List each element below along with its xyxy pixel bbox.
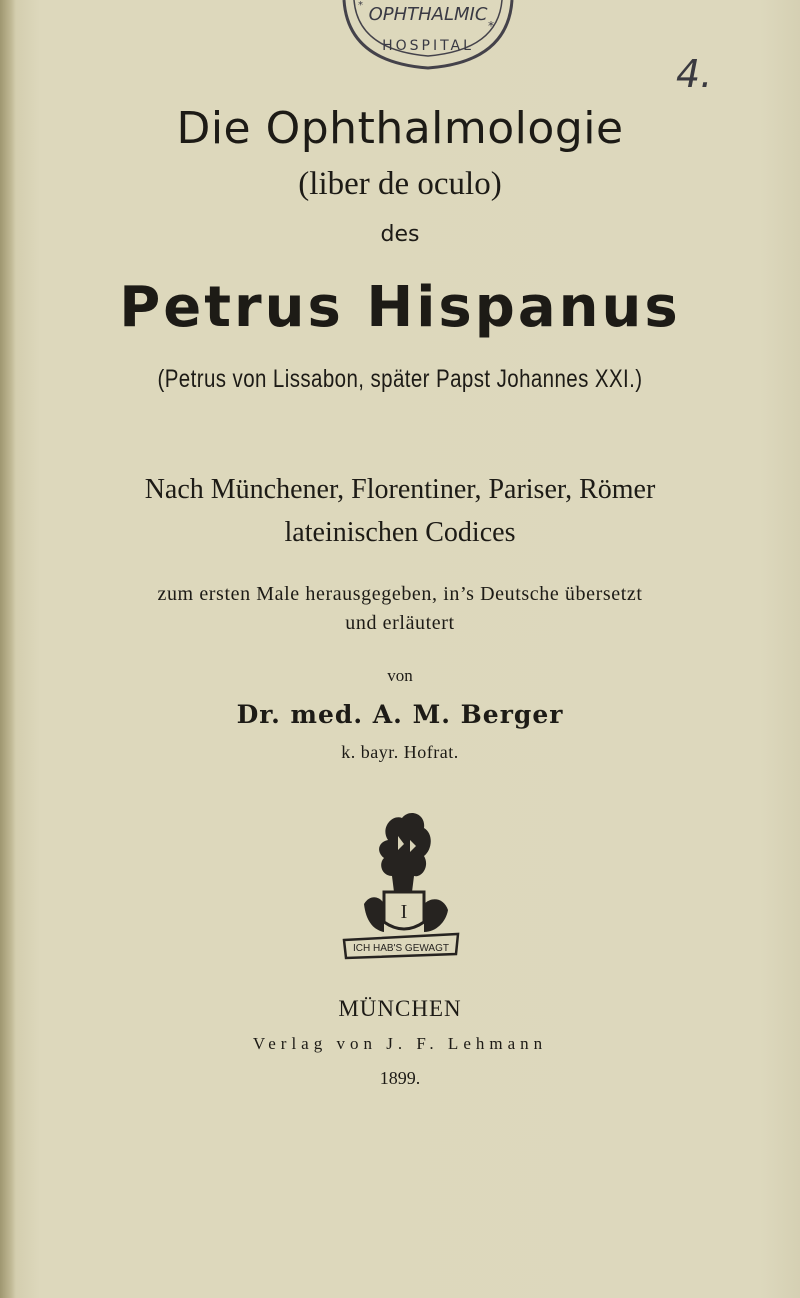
shelf-mark: 4. — [676, 52, 713, 96]
editor-title: k. bayr. Hofrat. — [341, 742, 459, 762]
stamp-bottom-text: HOSPITAL — [382, 38, 474, 54]
imprint-year: 1899. — [379, 1068, 421, 1088]
editor-by: von — [387, 666, 413, 685]
svg-text:I: I — [400, 901, 408, 923]
sources-line-1: Nach Münchener, Florentiner, Pariser, Römer — [144, 474, 656, 505]
imprint-publisher: Verlag von J. F. Lehmann — [252, 1034, 548, 1053]
book-subtitle: (liber de oculo) — [298, 166, 502, 202]
editor-name: Dr. med. A. M. Berger — [236, 700, 564, 729]
author-alias: (Petrus von Lissabon, später Papst Johannes XXI.) — [157, 365, 643, 393]
emblem-motto: ICH HAB'S GEWAGT — [353, 943, 449, 954]
author-name: Petrus Hispanus — [119, 275, 681, 340]
publisher-emblem — [340, 800, 462, 960]
library-stamp — [338, 0, 518, 78]
stamp-star-icon: * — [488, 19, 494, 33]
sources-line-2: lateinischen Codices — [284, 517, 516, 548]
stamp-star-icon-left: * — [358, 0, 363, 11]
stamp-top-text: OPHTHALMIC — [368, 4, 488, 25]
edition-line-1: zum ersten Male herausgegeben, in’s Deutsche übersetzt — [157, 583, 643, 605]
book-title: Die Ophthalmologie — [176, 103, 624, 154]
edition-line-2: und erläutert — [345, 612, 455, 634]
imprint-city: MÜNCHEN — [338, 996, 462, 1021]
title-connector: des — [380, 222, 420, 247]
